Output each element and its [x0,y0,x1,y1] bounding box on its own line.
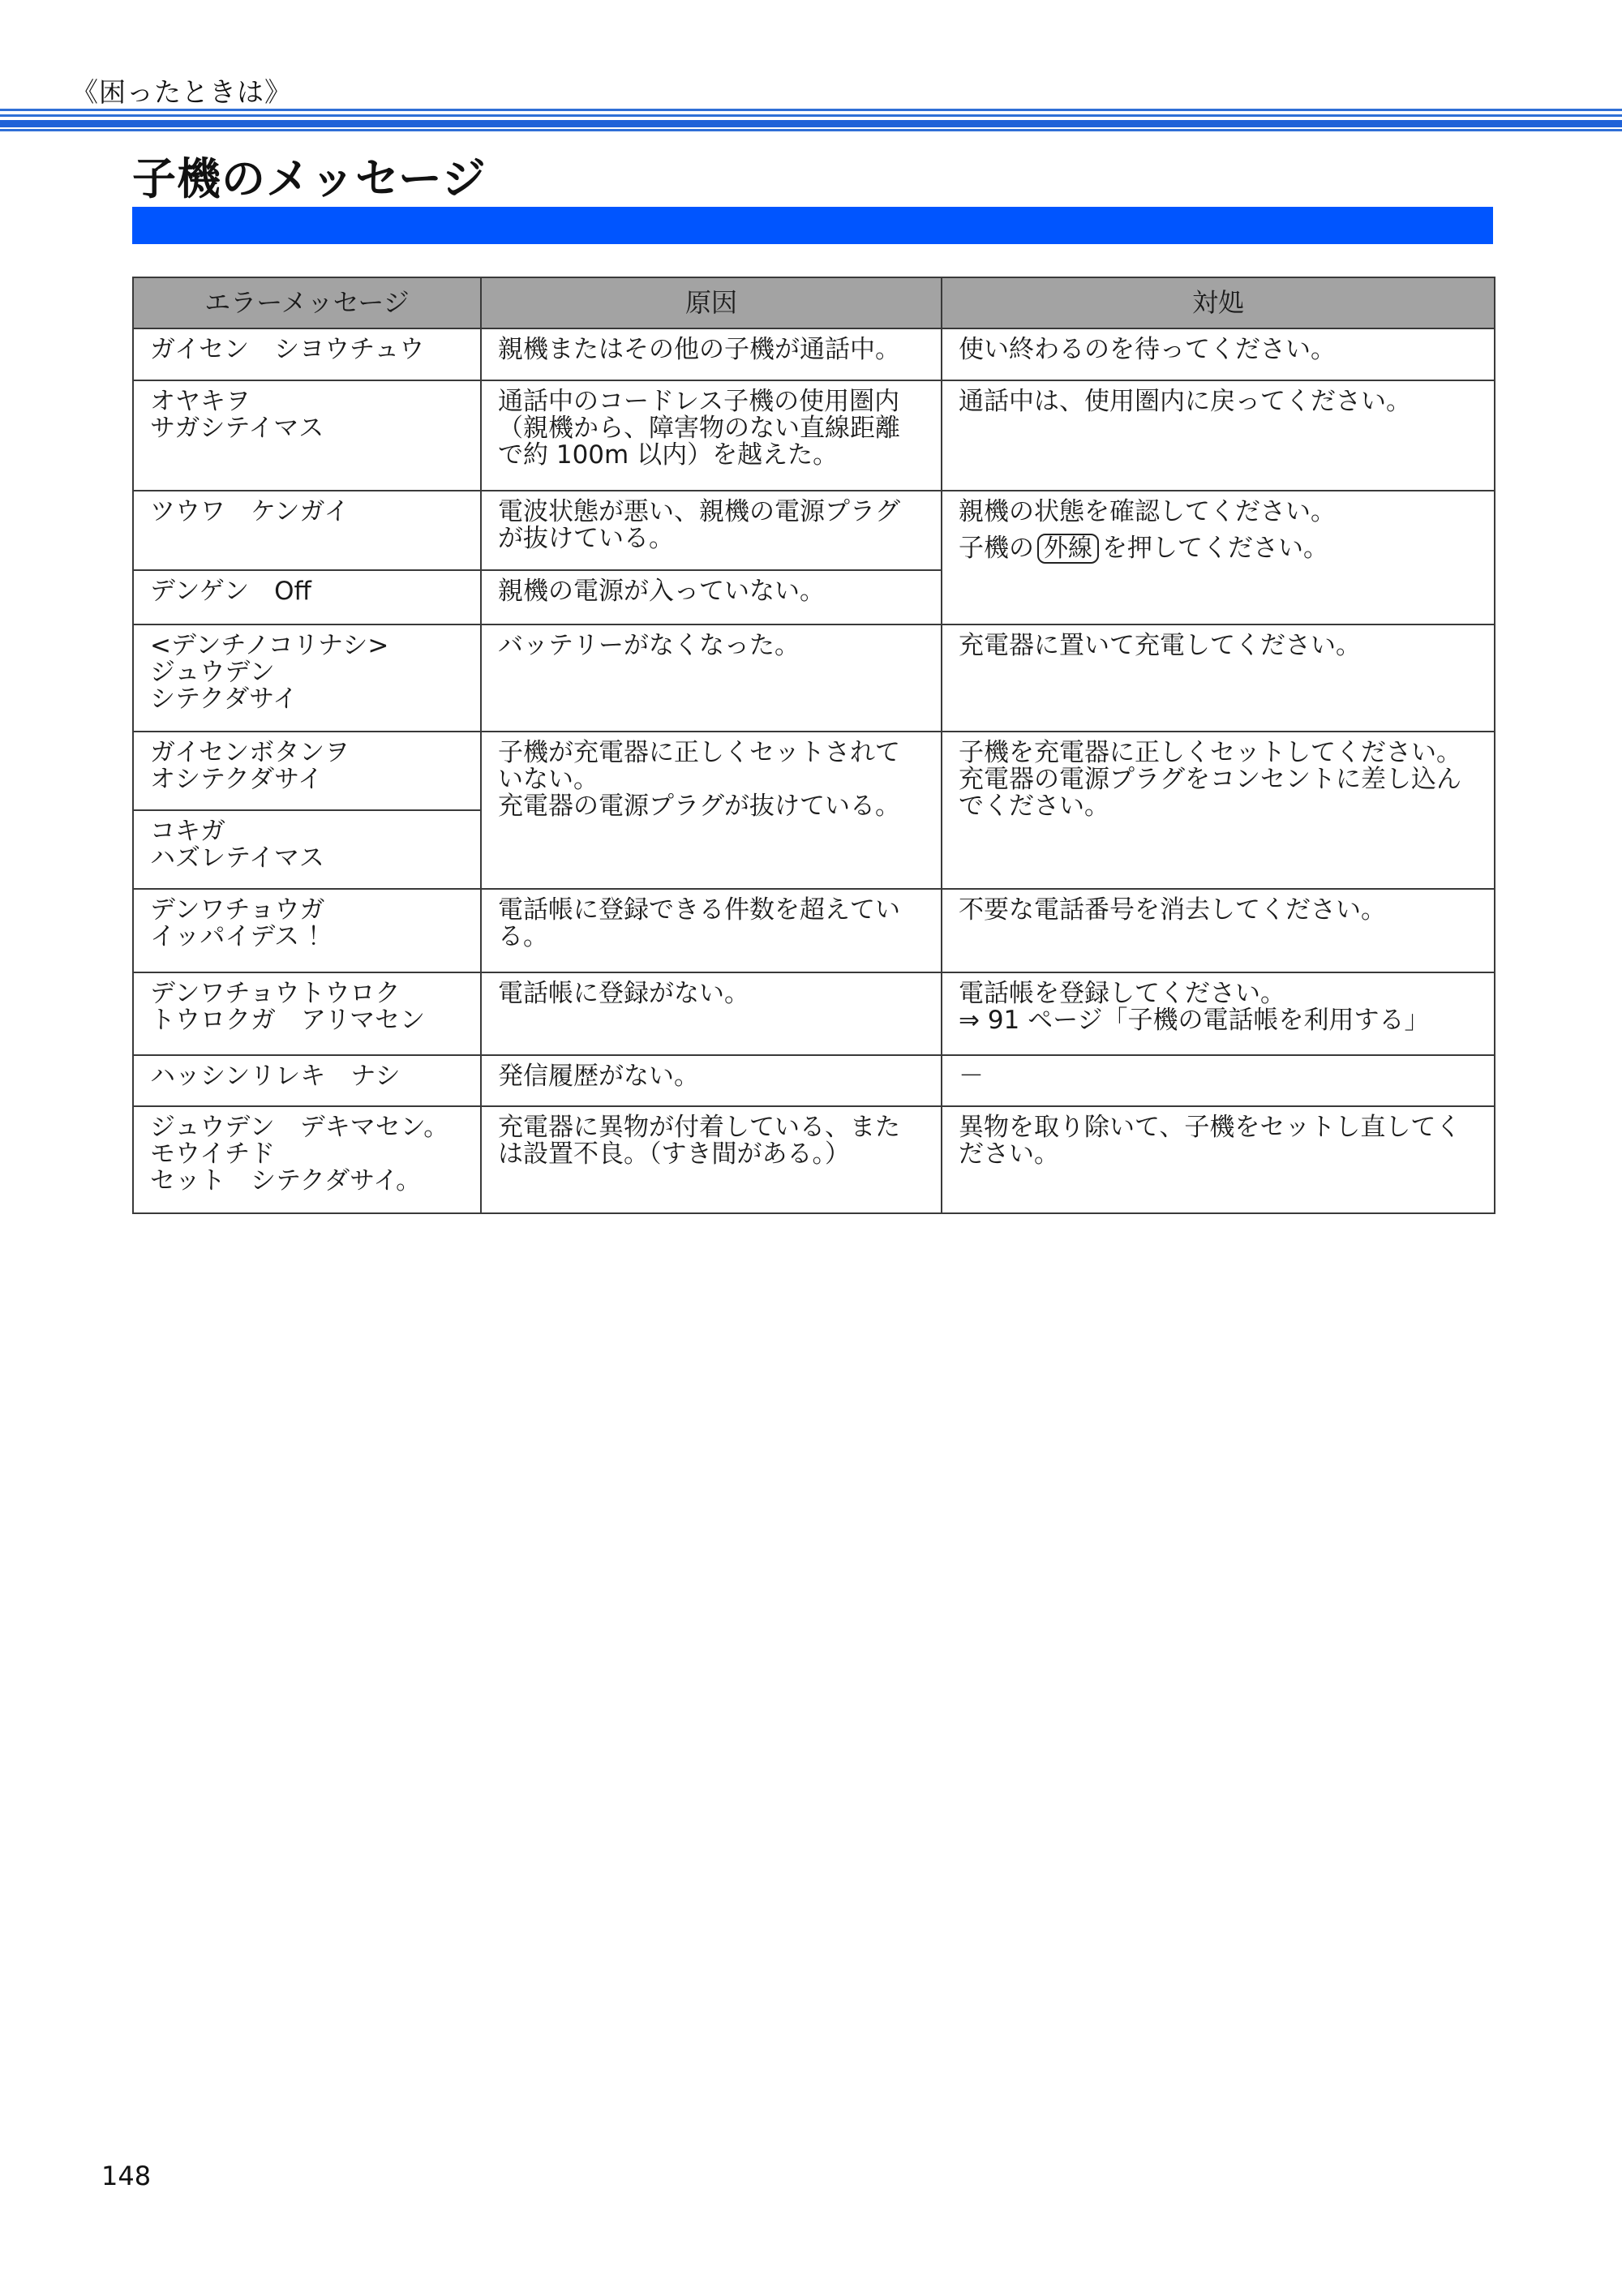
cause-cell: 電話帳に登録がない。 [481,972,942,1055]
message-text: セット シテクダサイ。 [150,1166,422,1195]
cause-cell: 充電器に異物が付着している、または設置不良。（すき間がある。） [481,1106,942,1213]
table-row [133,491,1495,570]
message-text: オヤキヲ [150,387,251,416]
remedy-cell [942,972,1495,1055]
header-rule [0,129,1622,131]
column-header-cause: 原因 [481,277,942,328]
message-cell [133,491,481,570]
cause-cell: バッテリーがなくなった。 [481,624,942,732]
cause-cell: 発信履歴がない。 [481,1055,942,1106]
message-text: オシテクダサイ [150,765,323,794]
cause-text: 充電器の電源プラグが抜けている。 [498,792,900,821]
message-cell [133,570,481,624]
message-text: ハッシンリレキ ナシ [150,1062,401,1091]
cause-cell: 親機の電源が入っていない。 [481,570,942,624]
message-text: デンワチョウトウロク [150,979,401,1008]
cause-cell: 電波状態が悪い、親機の電源プラグが抜けている。 [481,491,942,570]
message-text: デンゲン Off [150,577,311,606]
header-rule [0,114,1622,117]
cause-cell: 電話帳に登録できる件数を超えている。 [481,889,942,972]
message-text: トウロクガ アリマセン [150,1006,426,1035]
error-message-table [132,277,1495,1214]
remedy-text: 子機を充電器に正しくセットしてください。 [959,738,1461,767]
table-row [133,328,1495,380]
message-text: イッパイデス ！ [150,922,333,951]
remedy-text: を押してください。 [1102,534,1328,563]
message-text: <デンチノコリナシ> [150,631,389,660]
cause-cell [481,732,942,889]
table-row [133,1106,1495,1213]
message-cell [133,810,481,889]
message-text: シテクダサイ [150,685,298,714]
message-text: モウイチド [150,1139,276,1169]
table-row [133,889,1495,972]
page-reference-link: ⇒ 91 ページ「子機の電話帳を利用する」 [959,1006,1430,1035]
table-row [133,380,1495,491]
remedy-text: 親機の状態を確認してください。 [959,497,1336,526]
table-row [133,1055,1495,1106]
remedy-cell: 充電器に置いて充電してください。 [942,624,1495,732]
title-bar [132,207,1493,244]
message-text: ガイセンボタンヲ [150,738,350,767]
remedy-cell [942,732,1495,889]
remedy-text: 電話帳を登録してください。 [959,979,1285,1008]
remedy-cell: 不要な電話番号を消去してください。 [942,889,1495,972]
message-cell [133,1106,481,1213]
remedy-cell: － [942,1055,1495,1106]
message-text: ジュウデン デキマセン。 [150,1113,449,1142]
message-text: ハズレテイマス [150,843,324,873]
message-cell [133,972,481,1055]
message-cell [133,328,481,380]
header-rule [0,120,1622,127]
table-row [133,732,1495,810]
page-title: 子機のメッセージ [132,153,487,204]
message-cell [133,1055,481,1106]
table-header-row [133,277,1495,328]
message-text: ツウワ ケンガイ [150,497,350,526]
message-cell [133,732,481,810]
column-header-message: エラーメッセージ [133,277,481,328]
section-label: 《困ったときは》 [71,76,292,108]
remedy-text-with-key [959,534,1478,564]
message-text: コキガ [150,817,225,846]
message-cell [133,624,481,732]
table-row [133,624,1495,732]
message-text: ガイセン シヨウチュウ [150,335,425,364]
remedy-cell: 異物を取り除いて、子機をセットし直してください。 [942,1106,1495,1213]
outside-line-key-icon: 外線 [1037,534,1099,564]
remedy-text: 子機の [959,534,1034,563]
cause-cell: 親機またはその他の子機が通話中。 [481,328,942,380]
message-text: ジュウデン [150,658,275,687]
message-text: デンワチョウガ [150,895,325,925]
table-row [133,972,1495,1055]
cause-cell: 通話中のコードレス子機の使用圏内（親機から、障害物のない直線距離で約 100m 以内）を越えた。 [481,380,942,491]
message-text: サガシテイマス [150,414,324,443]
cause-text: 子機が充電器に正しくセットされていない。 [498,738,900,794]
message-cell [133,380,481,491]
column-header-remedy: 対処 [942,277,1495,328]
remedy-cell [942,491,1495,624]
message-cell [133,889,481,972]
page-number: 148 [101,2161,152,2191]
remedy-text: 充電器の電源プラグをコンセントに差し込んでください。 [959,765,1461,821]
header-rule [0,109,1622,111]
remedy-cell: 使い終わるのを待ってください。 [942,328,1495,380]
remedy-cell: 通話中は、使用圏内に戻ってください。 [942,380,1495,491]
